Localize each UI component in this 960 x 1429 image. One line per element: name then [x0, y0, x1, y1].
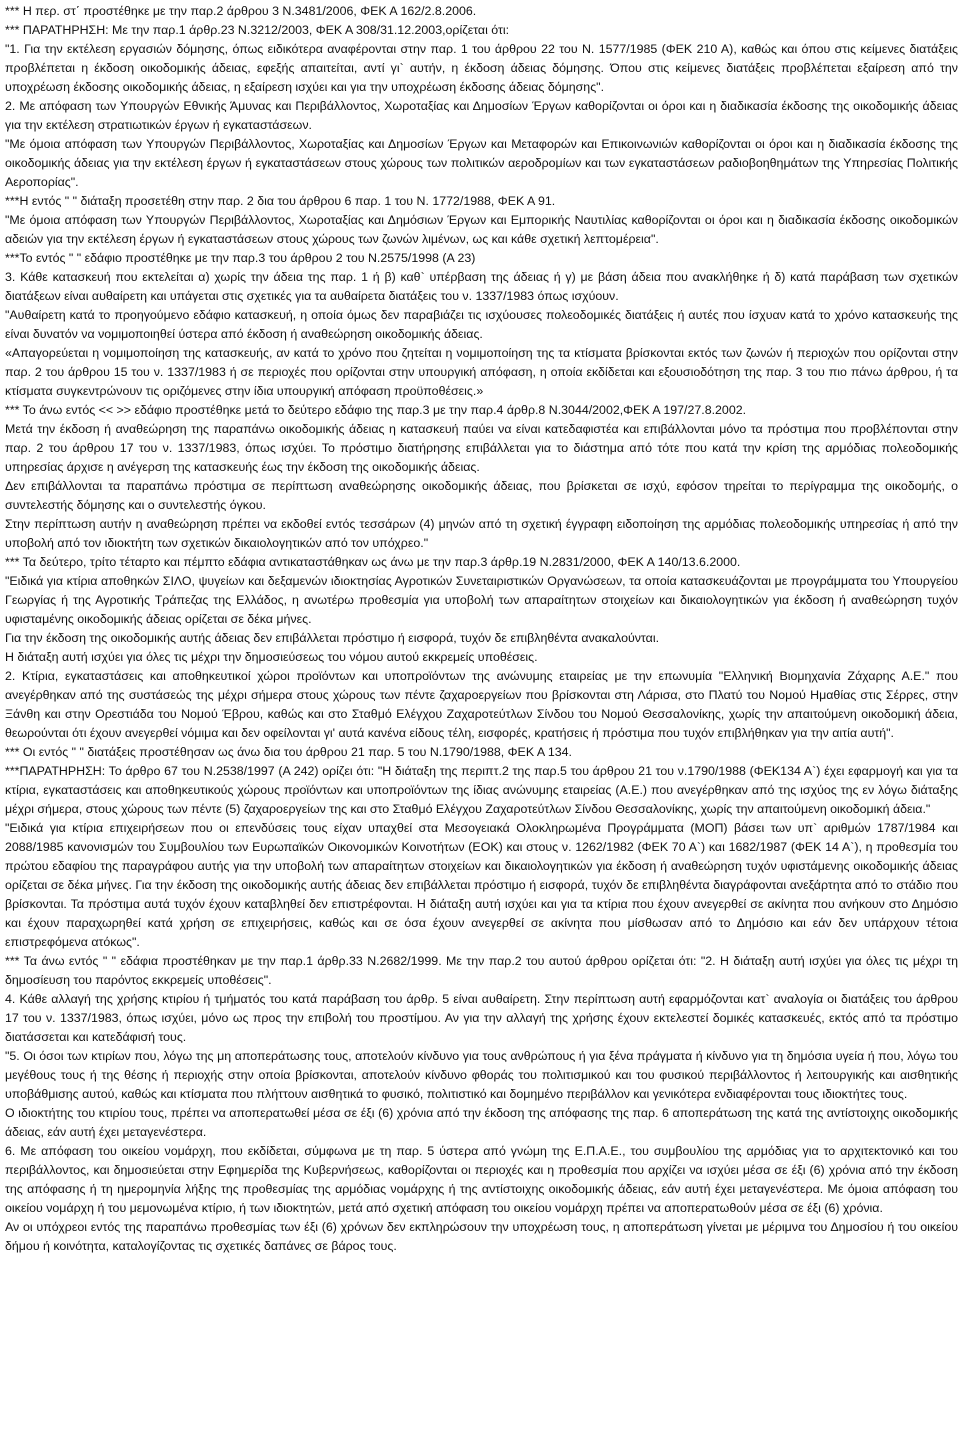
paragraph: 2. Κτίρια, εγκαταστάσεις και αποθηκευτικοί χώροι προϊόντων και υποπροϊόντων της ανώνυμης εταιρείας με την επωνυμία "Ελληνική Βιομηχανία Ζάχαρης Α.Ε." που ανεγέρθηκαν από της συστάσεώς της μέχρι σήμερα στους χώρους των πέντε ζαχαροεργείων που βρίσκονται στη Λάρισα, στο Πλατύ του Νομού Ημαθίας στις Σέρρες, στην Ξάνθη και στην Ορεστιάδα του Νομού Έβρου, καθώς και στο Σταθμό Ελέγχου Ζαχαροτεύτλων Σίνδου του Νομού Θεσσαλονίκης, χωρίς την απαιτούμενη οικοδομική άδεια, θεωρούνται ότι έχουν ανεγερθεί νόμιμα και δεν οφείλονται γι' αυτά κανένα είδους τέλη, εισφορές, κρατήσεις ή πρόστιμα που τυχόν επιβλήθηκαν για την αιτία αυτή". [5, 669, 958, 740]
paragraph: 4. Κάθε αλλαγή της χρήσης κτιρίου ή τμήματός του κατά παράβαση του άρθρ. 5 είναι αυθαίρετη. Στην περίπτωση αυτή εφαρμόζονται κατ` αναλογία οι διατάξεις του άρθρου 17 του ν. 1337/1983, όπως ισχύει, μόνο ως προς την επιβολή του προστίμου. Αν για την αλλαγή της χρήσης έχουν εκτελεστεί δομικές κατασκευές, εκτός από τα πρόστιμο διατάσσεται και κατεδάφισή τους. [5, 992, 958, 1044]
paragraph: ***ΠΑΡΑΤΗΡΗΣΗ: Το άρθρο 67 του Ν.2538/1997 (Α 242) ορίζει ότι: "Η διάταξη της περιπτ.2 της παρ.5 του άρθρου 21 του ν.1790/1988 (ΦΕΚ134 Α`) έχει εφαρμογή και για τα κτίρια, εγκαταστάσεις και αποθηκευτικούς χώρους προϊόντων και υποπροϊόντων της ίδιας ανώνυμης εταιρείας (Α.Ε.) που ανεγέρθηκαν από της ισχύος της εν λόγω διάταξης μέχρι σήμερα, στους χώρους των πέντε (5) ζαχαροεργείων της και στο Σταθμό Ελέγχου Ζαχαροτεύτλων Σίνδου Θεσσαλονίκης, χωρίς την απαιτούμενη οικοδομική άδεια." [5, 764, 958, 816]
paragraph: 3. Κάθε κατασκευή που εκτελείται α) χωρίς την άδεια της παρ. 1 ή β) καθ` υπέρβαση της άδειας ή γ) με βάση άδεια που ανακλήθηκε ή δ) κατά παράβαση των σχετικών διατάξεων είναι αυθαίρετη και υπάγεται στις σχετικές για τα αυθαίρετα διατάξεις του ν. 1337/1983 όπως ισχύουν. [5, 270, 958, 303]
paragraph: *** ΠΑΡΑΤΗΡΗΣΗ: Με την παρ.1 άρθρ.23 Ν.3212/2003, ΦΕΚ Α 308/31.12.2003,ορίζεται ότι: [5, 23, 510, 37]
paragraph: 2. Με απόφαση των Υπουργών Εθνικής Άμυνας και Περιβάλλοντος, Χωροταξίας και Δημοσίων Έργων καθορίζονται οι όροι και η διαδικασία έκδοσης της οικοδομικής άδειας για την εκτέλεση στρατιωτικών έργων ή εγκαταστάσεων. [5, 99, 958, 132]
paragraph: *** Οι εντός " " διατάξεις προστέθησαν ως άνω δια του άρθρου 21 παρ. 5 του Ν.1790/1988, ΦΕΚ Α 134. [5, 745, 572, 759]
paragraph: "5. Οι όσοι των κτιρίων που, λόγω της μη αποπεράτωσης τους, αποτελούν κίνδυνο για τους ανθρώπους ή για ξένα πράγματα ή κίνδυνο για τη δημόσια υγεία ή που, λόγω του μεγέθους τους ή της θέσης ή περιοχής στην οποία βρίσκονται, αποτελούν κίνδυνο φθοράς του πολιτισμικού και του φυσικού περιβάλλοντος ή λειτουργικής και αισθητικής υποβάθμισης αυτού, καθώς και κτίσματα που πλήττουν αισθητικά το φυσικό, πολιτιστικό και δομημένο περιβάλλον και γενικότερα ενδιαφέρονται τους ιδιοκτήτες τους. [5, 1049, 958, 1101]
paragraph: "Με όμοια απόφαση των Υπουργών Περιβάλλοντος, Χωροταξίας και Δημόσιων Έργων και Εμπορικής Ναυτιλίας καθορίζονται οι όροι και η διαδικασία έκδοσης οικοδομικών αδειών για την εκτέλεση έργων ή εγκαταστάσεων στους χώρους των ζωνών λιμένων, ως και κάθε σχετική λεπτομέρεια". [5, 213, 958, 246]
paragraph: Μετά την έκδοση ή αναθεώρηση της παραπάνω οικοδομικής άδειας η κατασκευή παύει να είναι κατεδαφιστέα και επιβάλλονται μόνο τα πρόστιμα που προβλέπονται στην παρ. 2 του άρθρου 17 του ν. 1337/1983, όπως ισχύει. Το πρόστιμο διατήρησης επιβάλλεται για το διάστημα από τότε που κατά την κρίση της αρμόδιας πολεοδομικής υπηρεσίας άρχισε η ανέγερση της κατασκευής έως την έκδοση της οικοδομικής άδειας. [5, 422, 958, 474]
paragraph: ***Η εντός " " διάταξη προσετέθη στην παρ. 2 δια του άρθρου 6 παρ. 1 του Ν. 1772/1988, ΦΕΚ Α 91. [5, 194, 556, 208]
paragraph: *** Τα δεύτερο, τρίτο τέταρτο και πέμπτο εδάφια αντικαταστάθηκαν ως άνω με την παρ.3 άρθρ.19 Ν.2831/2000, ΦΕΚ Α 140/13.6.2000. [5, 555, 741, 569]
paragraph: 6. Με απόφαση του οικείου νομάρχη, που εκδίδεται, σύμφωνα με τη παρ. 5 ύστερα από γνώμη της Ε.Π.Α.Ε., του συμβουλίου της αρμόδιας για το αρχιτεκτονικό και του περιβάλλοντος, και δημοσιεύεται στην Εφημερίδα της Κυβερνήσεως, καθορίζονται οι περιοχές και η προθεσμία που αρχίζει να ισχύει μέσα σε έξι (6) χρόνια από την έκδοση της απόφασης ή τη ημερομηνία λήξης της προθεσμίας της αρμόδιας νομάρχης ή της αντίστοιχης οικοδομικής άδειας, εάν αυτή έχει μεταγενέστερα. Με όμοια απόφαση του οικείου νομάρχη ή του μεμονωμένα κτίριο, ή των ιδιοκτητών, μετά από σχετική απόφαση του οικείου νομάρχη πρέπει να αποπερατωθούν μέσα σε έξι (6) χρόνια. [5, 1144, 958, 1215]
paragraph: "Ειδικά για κτίρια αποθηκών ΣΙΛΟ, ψυγείων και δεξαμενών ιδιοκτησίας Αγροτικών Συνεταιριστικών Οργανώσεων, τα οποία κατασκευάζονται με προγράμματα του Υπουργείου Γεωργίας ή της Αγροτικής Τράπεζας της Ελλάδος, η ανωτέρω προθεσμία για υποβολή των απαραίτητων στοιχείων και δικαιολογητικών για έκδοση ή αναθεώρηση τυχόν υφισταμένης οικοδομικής άδειας ορίζεται σε δέκα μήνες. [5, 574, 958, 626]
paragraph: Ο ιδιοκτήτης του κτιρίου τους, πρέπει να αποπερατωθεί μέσα σε έξι (6) χρόνια από την έκδοση της απόφασης της παρ. 6 αποπεράτωση της κατά της αντίστοιχης οικοδομικής άδειας, εάν αυτή έχει μεταγενέστερα. [5, 1106, 958, 1139]
paragraph: "Με όμοια απόφαση των Υπουργών Περιβάλλοντος, Χωροταξίας και Δημοσίων Έργων και Μεταφορών και Επικοινωνιών καθορίζονται οι όροι και η διαδικασία έκδοσης της οικοδομικής άδειας για την εκτέλεση έργων ή εγκαταστάσεων στους χώρους των πολιτικών αεροδρομίων και των εγκαταστάσεων ραδιοβοηθημάτων της Υπηρεσίας Πολιτικής Αεροπορίας". [5, 137, 958, 189]
paragraph: ***Το εντός " " εδάφιο προστέθηκε με την παρ.3 του άρθρου 2 του Ν.2575/1998 (Α 23) [5, 251, 476, 265]
document-body [5, 2, 958, 1256]
paragraph: «Απαγορεύεται η νομιμοποίηση της κατασκευής, αν κατά το χρόνο που ζητείται η νομιμοποίηση της τα κτίσματα βρίσκονται εκτός των ζωνών ή περιοχών που ορίζονται στην παρ. 2 του άρθρου 15 του ν. 1337/1983 ή σε περιοχές που ορίζονται στην υπουργική απόφαση, η οποία εκδίδεται και εξουσιοδότηση της παρ. 3 του πιο πάνω άρθρου, ή τα κτίσματα συγκεντρώνουν τις οριζόμενες στην ίδια υπουργική απόφαση προϋποθέσεις.» [5, 346, 958, 398]
paragraph: Η διάταξη αυτή ισχύει για όλες τις μέχρι την δημοσιεύσεως του νόμου αυτού εκκρεμείς υποθέσεις. [5, 650, 538, 664]
paragraph: "1. Για την εκτέλεση εργασιών δόμησης, όπως ειδικότερα αναφέρονται στην παρ. 1 του άρθρου 22 του Ν. 1577/1985 (ΦΕΚ 210 Α), καθώς και όπου στις κείμενες διατάξεις προβλέπεται η έκδοση οικοδομικής άδειας, εφεξής απαιτείται, αντί γι` αυτήν, η έκδοση άδειας δόμησης. Όπου στις κείμενες διατάξεις προβλέπεται εξαίρεση από την υποχρέωση έκδοσης οικοδομικής άδειας, η εξαίρεση ισχύει και για την υποχρέωση έκδοσης άδειας δόμησης". [5, 42, 958, 94]
paragraph: *** Η περ. στ΄ προστέθηκε με την παρ.2 άρθρου 3 Ν.3481/2006, ΦΕΚ Α 162/2.8.2006. [5, 4, 477, 18]
paragraph: "Ειδικά για κτίρια επιχειρήσεων που οι επενδύσεις τους είχαν υπαχθεί στα Μεσογειακά Ολοκληρωμένα Προγράμματα (ΜΟΠ) βάσει των υπ` αριθμών 1787/1984 και 2088/1985 κανονισμών του Συμβουλίου των Ευρωπαϊκών Οικονομικών Κοινοτήτων (ΕΟΚ) και στους ν. 1262/1982 (ΦΕΚ 70 Α`) και 1682/1987 (ΦΕΚ 14 Α`), η προθεσμία του πρώτου εδαφίου της παραγράφου αυτής για την υποβολή των απαραίτητων στοιχείων και δικαιολογητικών για έκδοση ή αναθεώρηση τυχόν υφιστάμενης οικοδομικής άδειας ορίζεται σε δέκα μήνες. Για την έκδοση της οικοδομικής αυτής άδειας δεν επιβάλλεται πρόστιμο ή εισφορά, τυχόν δε επιβληθέντα διαγράφονται ανεξάρτητα από το στάδιο που βρίσκονται. Τα πρόστιμα αυτά τυχόν έχουν καταβληθεί δεν επιστρέφονται. Η διάταξη αυτή ισχύει και για τα κτίρια που έχουν ανεγερθεί σε ακίνητα που ανήκουν στο Δημόσιο και έχουν παραχωρηθεί κατά χρήση σε επιχειρήσεις, καθώς και σε όσα έχουν ανεγερθεί σε ακίνητα που μίσθωσαν από το Δημόσιο και εάν δεν υπάρχουν τέτοια επιστρεφόμενα ατόκως". [5, 821, 958, 949]
paragraph: Στην περίπτωση αυτήν η αναθεώρηση πρέπει να εκδοθεί εντός τεσσάρων (4) μηνών από τη σχετική έγγραφη ειδοποίηση της αρμόδιας πολεοδομικής υπηρεσίας ή από την υποβολή από τον ιδιοκτήτη των σχετικών δικαιολογητικών από τον υπόχρεο." [5, 517, 958, 550]
paragraph: Αν οι υπόχρεοι εντός της παραπάνω προθεσμίας των έξι (6) χρόνων δεν εκπληρώσουν την υποχρέωση τους, η αποπεράτωση γίνεται με μέριμνα του Δημοσίου ή του οικείου δήμου ή κοινότητα, καταλογίζοντας τις σχετικές δαπάνες σε βάρος τους. [5, 1220, 958, 1253]
paragraph: "Αυθαίρετη κατά το προηγούμενο εδάφιο κατασκευή, η οποία όμως δεν παραβιάζει τις ισχύουσες πολεοδομικές διατάξεις ή αυτές που ίσχυαν κατά το χρόνο κατασκευής της είναι δυνατόν να νομιμοποιηθεί ύστερα από έκδοση ή αναθεώρηση οικοδομικής άδειας. [5, 308, 958, 341]
paragraph: Για την έκδοση της οικοδομικής αυτής άδειας δεν επιβάλλεται πρόστιμο ή εισφορά, τυχόν δε επιβληθέντα ανακαλούνται. [5, 631, 660, 645]
paragraph: Δεν επιβάλλονται τα παραπάνω πρόστιμα σε περίπτωση αναθεώρησης οικοδομικής άδειας, που βρίσκεται σε ισχύ, εφόσον τηρείται το περίγραμμα της οικοδομής, ο συντελεστής δόμησης και ο συντελεστής όγκου. [5, 479, 958, 512]
paragraph: *** Τα άνω εντός " " εδάφια προστέθηκαν με την παρ.1 άρθρ.33 Ν.2682/1999. Με την παρ.2 του αυτού άρθρου ορίζεται ότι: "2. Η διάταξη αυτή ισχύει για όλες τις μέχρι τη δημοσίευση του παρόντος εκκρεμείς υποθέσεις". [5, 954, 958, 987]
paragraph: *** Το άνω εντός << >> εδάφιο προστέθηκε μετά το δεύτερο εδάφιο της παρ.3 με την παρ.4 άρθρ.8 Ν.3044/2002,ΦΕΚ Α 197/27.8.2002. [5, 403, 747, 417]
